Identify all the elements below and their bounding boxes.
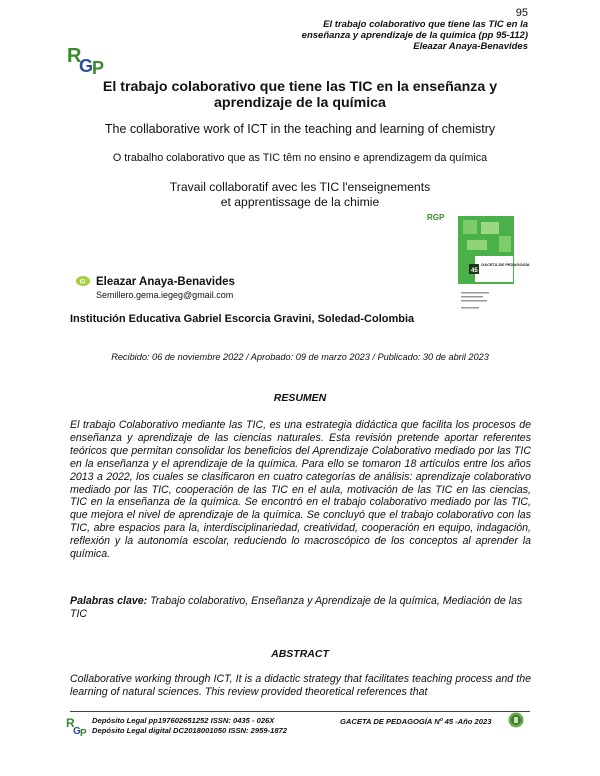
footer-legal (92, 716, 287, 736)
institution: Institución Educativa Gabriel Escorcia Gravini, Soledad-Colombia (70, 313, 415, 325)
footer-journal: GACETA DE PEDAGOGÍA Nº 45 -Año 2023 (340, 717, 492, 726)
logo-letter-p: P (92, 58, 105, 78)
abstract-heading: ABSTRACT (271, 648, 329, 660)
resumen-heading: RESUMEN (273, 392, 327, 404)
footer-legal-line: Depósito Legal pp197602651252 ISSN: 0435 - 026X (92, 716, 275, 725)
article-title (100, 79, 500, 111)
article-title-line: El trabajo colaborativo que tiene las TIC en la enseñanza y (102, 79, 498, 95)
footer-divider (70, 711, 530, 712)
keywords-text: Trabajo colaborativo, Enseñanza y Aprendizaje de la química, Mediación de las TIC (70, 595, 523, 620)
footer-logo-letter-g: G (73, 726, 81, 737)
footer-logo (66, 715, 90, 737)
journal-cover-thumbnail (427, 212, 530, 314)
cover-logo: RGP (427, 213, 445, 222)
logo-letter-r: R (67, 45, 82, 67)
article-title-line: aprendizaje de la química (214, 95, 386, 111)
orcid-label: iD (79, 279, 86, 286)
cover-number: 45 (471, 268, 478, 274)
orcid-icon[interactable] (76, 276, 90, 286)
title-french-line: et apprentissage de la chimie (220, 195, 380, 209)
author-email[interactable]: Semillero.gema.iegeg@gmail.com (96, 290, 234, 300)
keywords-label: Palabras clave: (70, 595, 148, 607)
keywords (70, 595, 531, 621)
title-french-line: Travail collaboratif avec les TIC l'enseignements (169, 180, 431, 194)
footer-seal-icon (508, 712, 524, 728)
publication-dates: Recibido: 06 de noviembre 2022 / Aprobado: 09 de marzo 2023 / Publicado: 30 de abril 2023 (111, 352, 489, 362)
author-name: Eleazar Anaya-Benavides (96, 276, 235, 288)
running-head-line: El trabajo colaborativo que tiene las TIC en la (323, 19, 528, 30)
footer-logo-letter-r: R (66, 716, 75, 730)
title-portuguese: O trabalho colaborativo que as TIC têm no ensino e aprendizagem da química (112, 152, 488, 164)
resumen-body: El trabajo Colaborativo mediante las TIC, es una estrategia didáctica que facilita los procesos de enseñanza y aprendizaje de las ciencias naturales. Esta revisión pretende aportar referentes teóricos que permitan consolidar los beneficios del Aprendizaje Colaborativo mediado por las TIC en la enseñanza y el aprendizaje de la química. Para ello se tomaron 18 artículos entre los años 2013 a 2022, los cuales se clasificaron en cuatro categorías de análisis: aprendizaje colaborativo mediado por las TIC, cooperación de las TIC en el aula, motivación de las TIC en las ciencias, TIC en la enseñanza de la química. Se encontró en el trabajo colaborativo mediado por las TIC, que mejora el nivel de aprendizaje de la química. Se concluyó que el trabajo colaborativo con las TIC, abre espacios para la, interdisciplinariedad, creatividad, cooperación en equipo, indagación, reflexión y la autonomía escolar, reduciendo lo macroscópico de los conceptos al aprender la química. (70, 419, 531, 561)
title-french (0, 180, 600, 210)
page-number: 95 (515, 7, 528, 19)
journal-logo (66, 42, 110, 78)
abstract-body: Collaborative working through ICT, It is a didactic strategy that facilitates teaching process and the learning of natural sciences. This review provided theoretical references that (70, 673, 531, 698)
title-english: The collaborative work of ICT in the teaching and learning of chemistry (104, 122, 496, 136)
logo-letter-g: G (79, 56, 94, 76)
running-head (198, 19, 528, 52)
running-head-line: enseñanza y aprendizaje de la química (pp 95-112) (301, 30, 528, 41)
footer-logo-letter-p: P (80, 728, 87, 739)
running-head-line: Eleazar Anaya-Benavides (413, 41, 528, 52)
footer-legal-line: Depósito Legal digital DC2018001050 ISSN: 2959-1872 (92, 726, 287, 735)
cover-title: GACETA DE PEDAGOGÍA (481, 262, 530, 267)
